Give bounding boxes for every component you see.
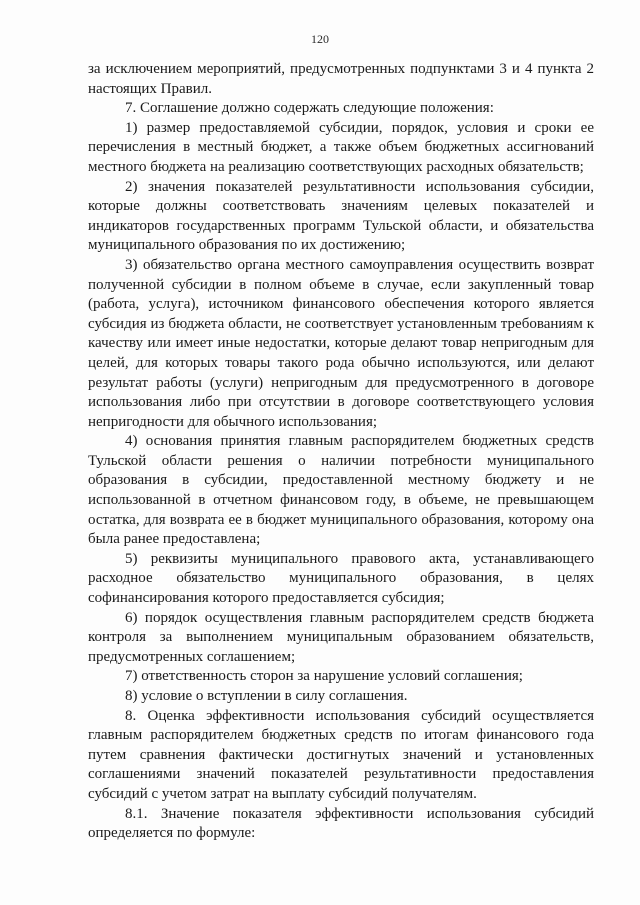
- paragraph: 1) размер предоставляемой субсидии, порядок, условия и сроки ее перечисления в местный бюджет, а также объем бюджетных ассигнований местного бюджета на реализацию соответствующих расходных обязательств;: [88, 119, 594, 175]
- paragraph: 2) значения показателей результативности использования субсидии, которые должны соответствовать значениям целевых показателей и индикаторов государственных программ Тульской области, и обязательства муниципального образования по их достижению;: [88, 178, 594, 254]
- paragraph: 8. Оценка эффективности использования субсидий осуществляется главным распорядителем бюджетных средств по итогам финансового года путем сравнения фактически достигнутых значений и установленных соглашениями значений показателей результативности предоставления субсидий с учетом затрат на выплату субсидий получателям.: [88, 707, 594, 802]
- paragraph: 4) основания принятия главным распорядителем бюджетных средств Тульской области решения о наличии потребности муниципального образования в субсидии, предоставленной местному бюджету и не использованной в отчетном финансовом году, в объеме, не превышающем остатка, для возврата ее в бюджет муниципального образования, которому она была ранее предоставлена;: [88, 433, 594, 548]
- page-number: 120: [311, 32, 329, 46]
- paragraph: 6) порядок осуществления главным распорядителем средств бюджета контроля за выполнением муниципальным образованием обязательств, предусмотренных соглашением;: [88, 609, 594, 665]
- paragraph: 8.1. Значение показателя эффективности использования субсидий определяется по формуле:: [88, 805, 594, 842]
- paragraph: 5) реквизиты муниципального правового акта, устанавливающего расходное обязательство муниципального образования, в целях софинансирования которого предоставляется субсидия;: [88, 550, 594, 607]
- paragraph: за исключением мероприятий, предусмотренных подпунктами 3 и 4 пункта 2 настоящих Правил.: [88, 61, 594, 97]
- paragraph: 3) обязательство органа местного самоуправления осуществить возврат полученной субсидии в полном объеме в случае, если закупленный товар (работа, услуга), источником финансового обеспечения которого является субсидия из бюджета области, не соответствует установленным требованиям к качеству или имеет иные недостатки, которые делают товар непригодным для целей, для которых товары такого рода обычно используются, или делают результат работы (услуги) непригодным для предусмотренного в договоре использования либо при отсутствии в договоре соответствующего условия непригодности для обычного использования;: [88, 256, 594, 430]
- paragraph: 7) ответственность сторон за нарушение условий соглашения;: [125, 668, 523, 685]
- paragraph: 7. Соглашение должно содержать следующие положения:: [125, 100, 494, 117]
- document-body: [88, 60, 594, 844]
- paragraph: 8) условие о вступлении в силу соглашения.: [125, 688, 408, 704]
